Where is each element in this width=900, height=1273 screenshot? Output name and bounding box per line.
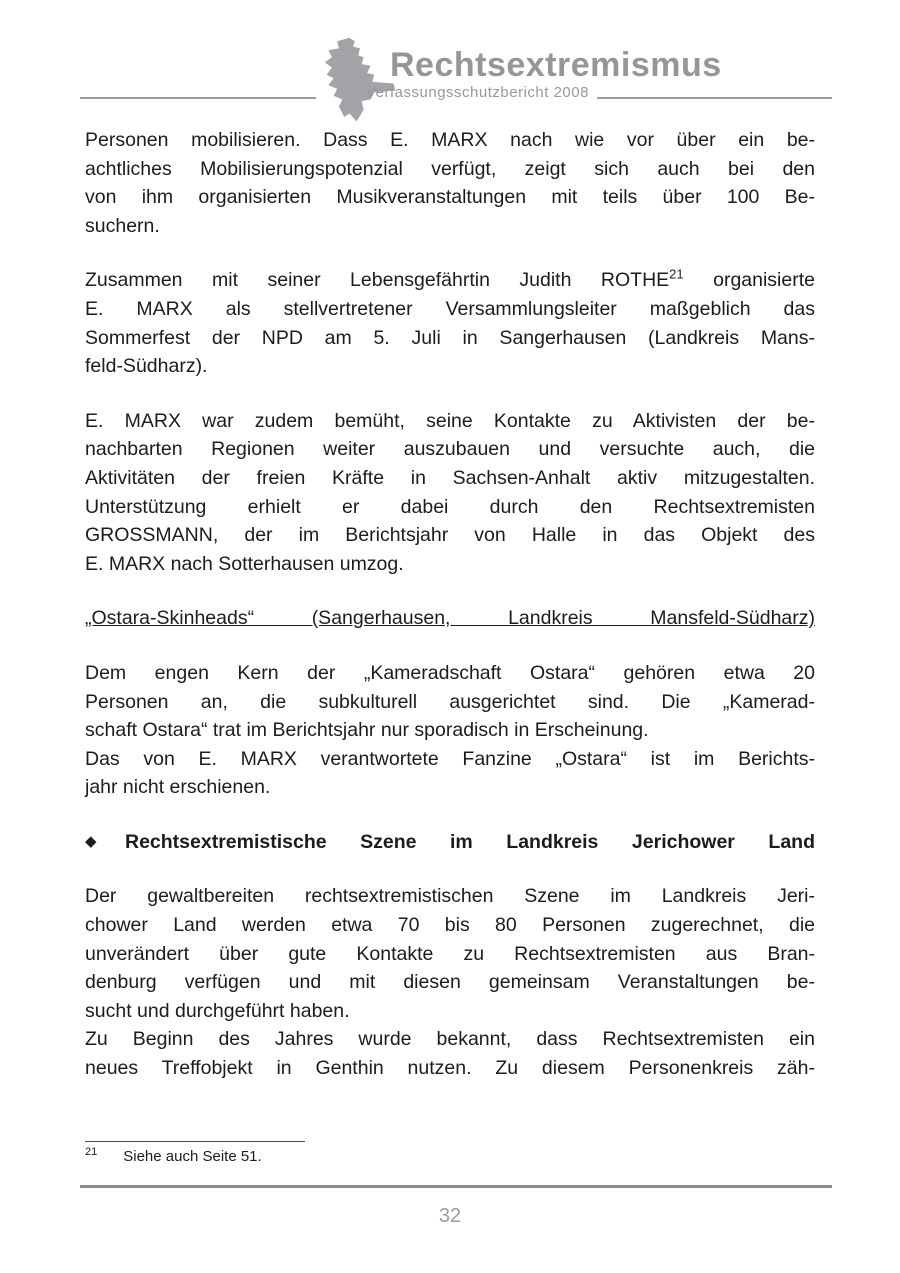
paragraph [85, 126, 815, 240]
saxony-anhalt-map-icon [308, 36, 398, 124]
text-line: Zu Beginn des Jahres wurde bekannt, dass Rechtsextremisten ein [85, 1028, 815, 1051]
text-line: achtliches Mobilisierungspotenzial verfügt, zeigt sich auch bei den [85, 157, 815, 180]
document-body [85, 126, 815, 1109]
text-line: GROSSMANN, der im Berichtsjahr von Halle in das Objekt des [85, 524, 815, 547]
paragraph [85, 266, 815, 380]
text-line: E. MARX war zudem bemüht, seine Kontakte zu Aktivisten der be- [85, 409, 815, 432]
diamond-bullet-icon: ◆ [85, 832, 97, 850]
paragraph [85, 659, 815, 802]
report-subtitle: Verfassungsschutzbericht 2008 [366, 84, 589, 101]
header-rule-right [597, 97, 832, 99]
report-chapter-title: Rechtsextremismus [390, 46, 722, 84]
text-line: nachbarten Regionen weiter auszubauen und versuchte auch, die [85, 438, 815, 461]
text-line: Personen an, die subkulturell ausgerichtet sind. Die „Kamerad- [85, 690, 815, 713]
footnote [85, 1146, 262, 1165]
text-line: suchern. [85, 214, 160, 237]
footer-rule [80, 1185, 832, 1188]
footnote-separator [85, 1141, 305, 1142]
text-line: sucht und durchgeführt haben. [85, 999, 350, 1022]
text-line: Sommerfest der NPD am 5. Juli in Sangerhausen (Landkreis Mans- [85, 326, 815, 349]
bullet-heading [85, 828, 815, 857]
text-line: unverändert über gute Kontakte zu Rechtsextremisten aus Bran- [85, 942, 815, 965]
text-line: feld-Südharz). [85, 355, 208, 378]
paragraph [85, 407, 815, 579]
text-line: E. MARX als stellvertretener Versammlungsleiter maßgeblich das [85, 297, 815, 320]
text-line: denburg verfügen und mit diesen gemeinsam Veranstaltungen be- [85, 971, 815, 994]
page-number: 32 [438, 1205, 462, 1227]
text-line: Personen mobilisieren. Dass E. MARX nach wie vor über ein be- [85, 129, 815, 151]
text-line: Zusammen mit seiner Lebensgefährtin Judith ROTHE$^{21}$ organisierte [85, 266, 815, 292]
bullet-heading-text: Rechtsextremistische Szene im Landkreis Jerichower Land [125, 830, 815, 853]
text-line: jahr nicht erschienen. [85, 776, 271, 799]
text-line: E. MARX nach Sotterhausen umzog. [85, 552, 404, 575]
text-line: neues Treffobjekt in Genthin nutzen. Zu diesem Personenkreis zäh- [85, 1057, 815, 1080]
text-line: Aktivitäten der freien Kräfte in Sachsen-Anhalt aktiv mitzugestalten. [85, 466, 815, 489]
text-line: schaft Ostara“ trat im Berichtsjahr nur sporadisch in Erscheinung. [85, 719, 649, 742]
text-line: Das von E. MARX verantwortete Fanzine „Ostara“ ist im Berichts- [85, 747, 815, 770]
footnote-text: Siehe auch Seite 51. [123, 1148, 262, 1165]
text-line: von ihm organisierten Musikveranstaltungen mit teils über 100 Be- [85, 186, 815, 209]
header-rule-left [80, 97, 316, 99]
text-line: chower Land werden etwa 70 bis 80 Personen zugerechnet, die [85, 914, 815, 937]
text-line: Dem engen Kern der „Kameradschaft Ostara“ gehören etwa 20 [85, 661, 815, 684]
paragraph [85, 882, 815, 1082]
text-line: Der gewaltbereiten rechtsextremistischen Szene im Landkreis Jeri- [85, 885, 815, 908]
footnote-marker: 21 [85, 1146, 98, 1158]
footnote-reference: 21 [669, 266, 684, 282]
text-line: Unterstützung erhielt er dabei durch den Rechtsextremisten [85, 495, 815, 518]
section-heading-underlined: „Ostara-Skinheads“ (Sangerhausen, Landkreis Mansfeld-Südharz) [85, 607, 815, 630]
